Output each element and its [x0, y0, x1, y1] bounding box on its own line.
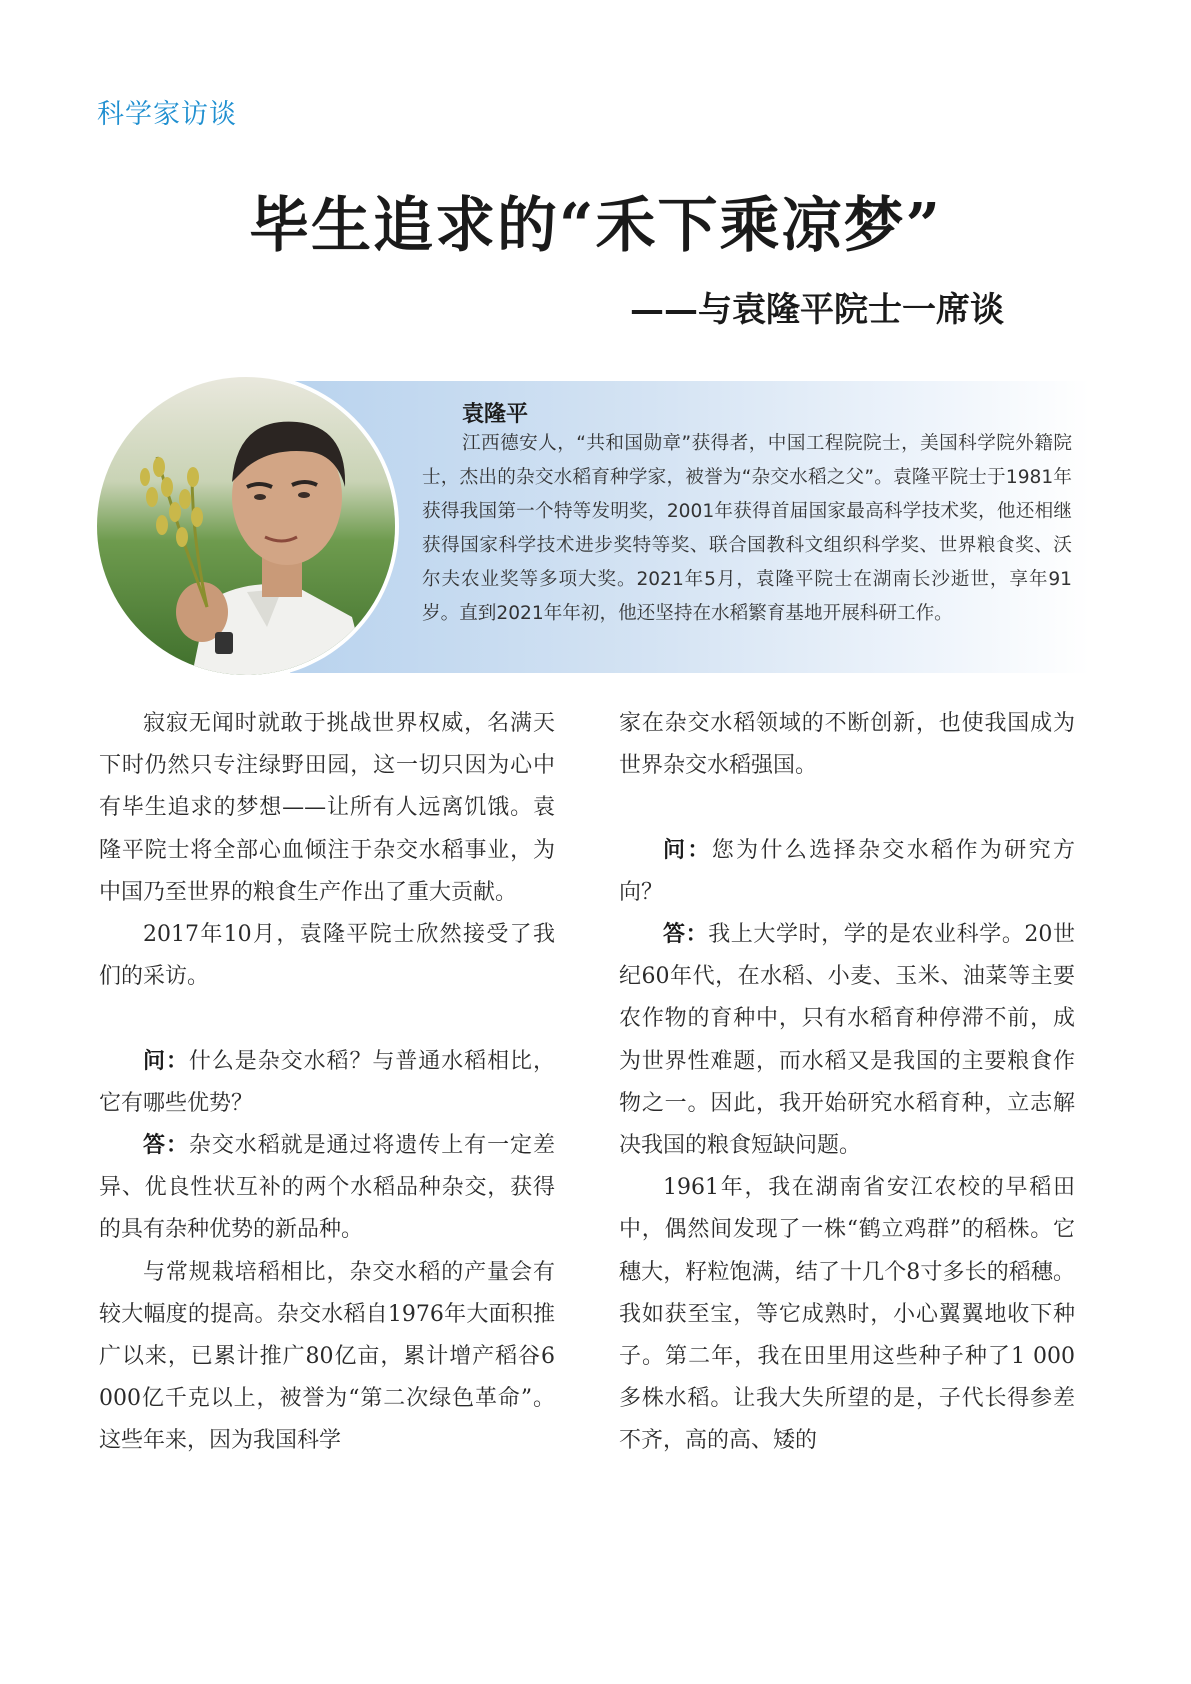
- answer-mark: 答：: [143, 1133, 189, 1159]
- answer-2-paragraph-2: 1961年，我在湖南省安江农校的早稻田中，偶然间发现了一株“鹤立鸡群”的稻株。它穗大，籽粒饱满，结了十几个8寸多长的稻穗。我如获至宝，等它成熟时，小心翼翼地收下种子。第二年，我在田里用这些种子种了1 000多株水稻。让我大失所望的是，子代长得参差不齐，高的高、矮的: [619, 1175, 1075, 1454]
- article-subtitle: ——与袁隆平院士一席谈: [630, 290, 1004, 330]
- answer-text: 我上大学时，学的是农业科学。20世纪60年代，在水稻、小麦、玉米、油菜等主要农作物的育种中，只有水稻育种停滞不前，成为世界性难题，而水稻又是我国的主要粮食作物之一。因此，我开始研究水稻育种，立志解决我国的粮食短缺问题。: [619, 922, 1075, 1159]
- left-column: [99, 703, 555, 1463]
- article-title: 毕生追求的“禾下乘凉梦”: [248, 191, 943, 261]
- answer-mark: 答：: [663, 922, 709, 947]
- answer-1-paragraph-2: 与常规栽培稻相比，杂交水稻的产量会有较大幅度的提高。杂交水稻自1976年大面积推广以来，已累计推广80亿亩，累计增产稻谷6 000亿千克以上，被誉为“第二次绿色革命”。这些年来，因为我国科学: [99, 1259, 555, 1454]
- interview-date-paragraph: 2017年10月，袁隆平院士欣然接受了我们的采访。: [99, 922, 555, 990]
- question-1: [99, 1041, 555, 1125]
- answer-1: [99, 1125, 555, 1252]
- question-mark: 问：: [663, 837, 712, 863]
- right-column: [619, 703, 1075, 1463]
- question-mark: 问：: [143, 1048, 189, 1074]
- question-2: [619, 830, 1075, 914]
- section-label: 科学家访谈: [97, 99, 237, 130]
- question-text: 什么是杂交水稻？与普通水稻相比，它有哪些优势？: [99, 1048, 555, 1116]
- portrait-illustration: [97, 377, 395, 675]
- question-text: 您为什么选择杂交水稻作为研究方向？: [619, 837, 1075, 905]
- intro-paragraph: 寂寂无闻时就敢于挑战世界权威，名满天下时仍然只专注绿野田园，这一切只因为心中有毕生追求的梦想——让所有人远离饥饿。袁隆平院士将全部心血倾注于杂交水稻事业，为中国乃至世界的粮食生产作出了重大贡献。: [99, 711, 555, 905]
- answer-2: [619, 914, 1075, 1167]
- portrait-photo: [97, 377, 395, 675]
- spacer: [99, 998, 555, 1040]
- answer-1-continuation: 家在杂交水稻领域的不断创新，也使我国成为世界杂交水稻强国。: [619, 711, 1075, 779]
- spacer: [619, 787, 1075, 829]
- profile-bio: 江西德安人，“共和国勋章”获得者，中国工程院院士，美国科学院外籍院士，杰出的杂交水稻育种学家，被誉为“杂交水稻之父”。袁隆平院士于1981年获得我国第一个特等发明奖，2001年获得首届国家最高科学技术奖，他还相继获得国家科学技术进步奖特等奖、联合国教科文组织科学奖、世界粮食奖、沃尔夫农业奖等多项大奖。2021年5月，袁隆平院士在湖南长沙逝世，享年91岁。直到2021年年初，他还坚持在水稻繁育基地开展科研工作。: [422, 433, 1072, 624]
- answer-text: 杂交水稻就是通过将遗传上有一定差异、优良性状互补的两个水稻品种杂交，获得的具有杂种优势的新品种。: [99, 1133, 555, 1243]
- profile-name: 袁隆平: [462, 402, 529, 427]
